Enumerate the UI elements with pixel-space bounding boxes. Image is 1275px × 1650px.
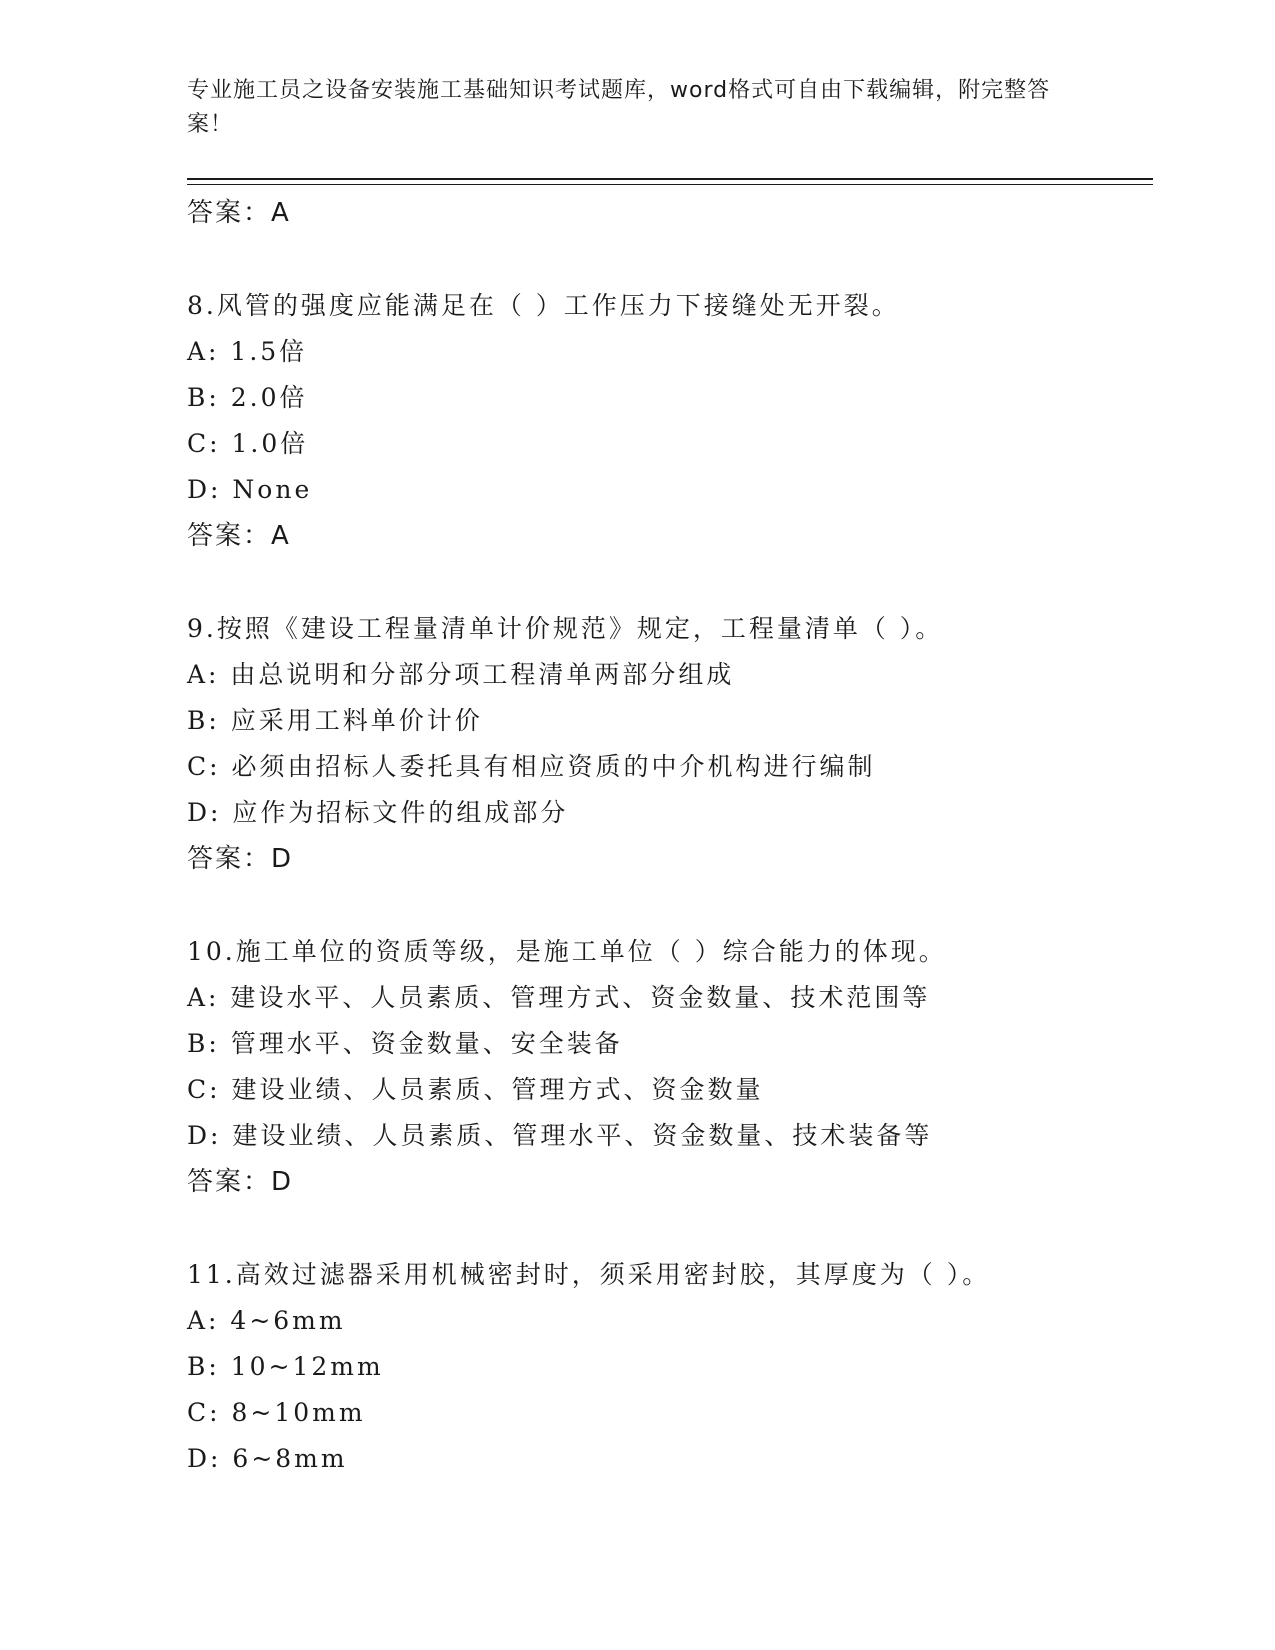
question-block (187, 283, 1147, 559)
spacer (187, 559, 1147, 606)
spacer (187, 1205, 1147, 1252)
question-stem: 10.施工单位的资质等级，是施工单位（ ）综合能力的体现。 (187, 937, 947, 966)
spacer (187, 236, 1147, 283)
question-block (187, 929, 1147, 1205)
question-stem: 8.风管的强度应能满足在（ ）工作压力下接缝处无开裂。 (187, 291, 900, 320)
option-a: A: 由总说明和分部分项工程清单两部分组成 (187, 660, 735, 689)
document-header: 专业施工员之设备安装施工基础知识考试题库，word格式可自由下载编辑，附完整答案！ (187, 78, 1051, 137)
option-d: D: 建设业绩、人员素质、管理水平、资金数量、技术装备等 (187, 1121, 933, 1150)
answer-line: 答案：D (187, 844, 294, 874)
option-d: D: 应作为招标文件的组成部分 (187, 798, 569, 827)
option-c: C: 1.0倍 (187, 429, 309, 458)
answer-line: 答案：A (187, 521, 291, 551)
option-b: B: 2.0倍 (187, 383, 308, 412)
question-stem: 9.按照《建设工程量清单计价规范》规定，工程量清单（ ）。 (187, 614, 944, 643)
option-b: B: 10~12mm (187, 1352, 384, 1381)
option-c: C: 必须由招标人委托具有相应资质的中介机构进行编制 (187, 752, 876, 781)
answer-line: 答案：A (187, 198, 291, 228)
option-a: A: 4~6mm (187, 1306, 346, 1335)
header-divider-thick (187, 178, 1153, 180)
option-b: B: 应采用工料单价计价 (187, 706, 483, 735)
spacer (187, 882, 1147, 929)
question-block (187, 606, 1147, 882)
option-b: B: 管理水平、资金数量、安全装备 (187, 1029, 623, 1058)
option-c: C: 建设业绩、人员素质、管理方式、资金数量 (187, 1075, 764, 1104)
option-d: D: 6~8mm (187, 1444, 348, 1473)
question-list (187, 190, 1147, 1482)
question-block (187, 1252, 1147, 1482)
answer-line: 答案：D (187, 1167, 294, 1197)
option-a: A: 1.5倍 (187, 337, 308, 366)
option-c: C: 8~10mm (187, 1398, 366, 1427)
option-d: D: None (187, 475, 313, 504)
question-stem: 11.高效过滤器采用机械密封时，须采用密封胶，其厚度为（ ）。 (187, 1260, 991, 1289)
header-divider-thin (187, 184, 1153, 185)
option-a: A: 建设水平、人员素质、管理方式、资金数量、技术范围等 (187, 983, 931, 1012)
